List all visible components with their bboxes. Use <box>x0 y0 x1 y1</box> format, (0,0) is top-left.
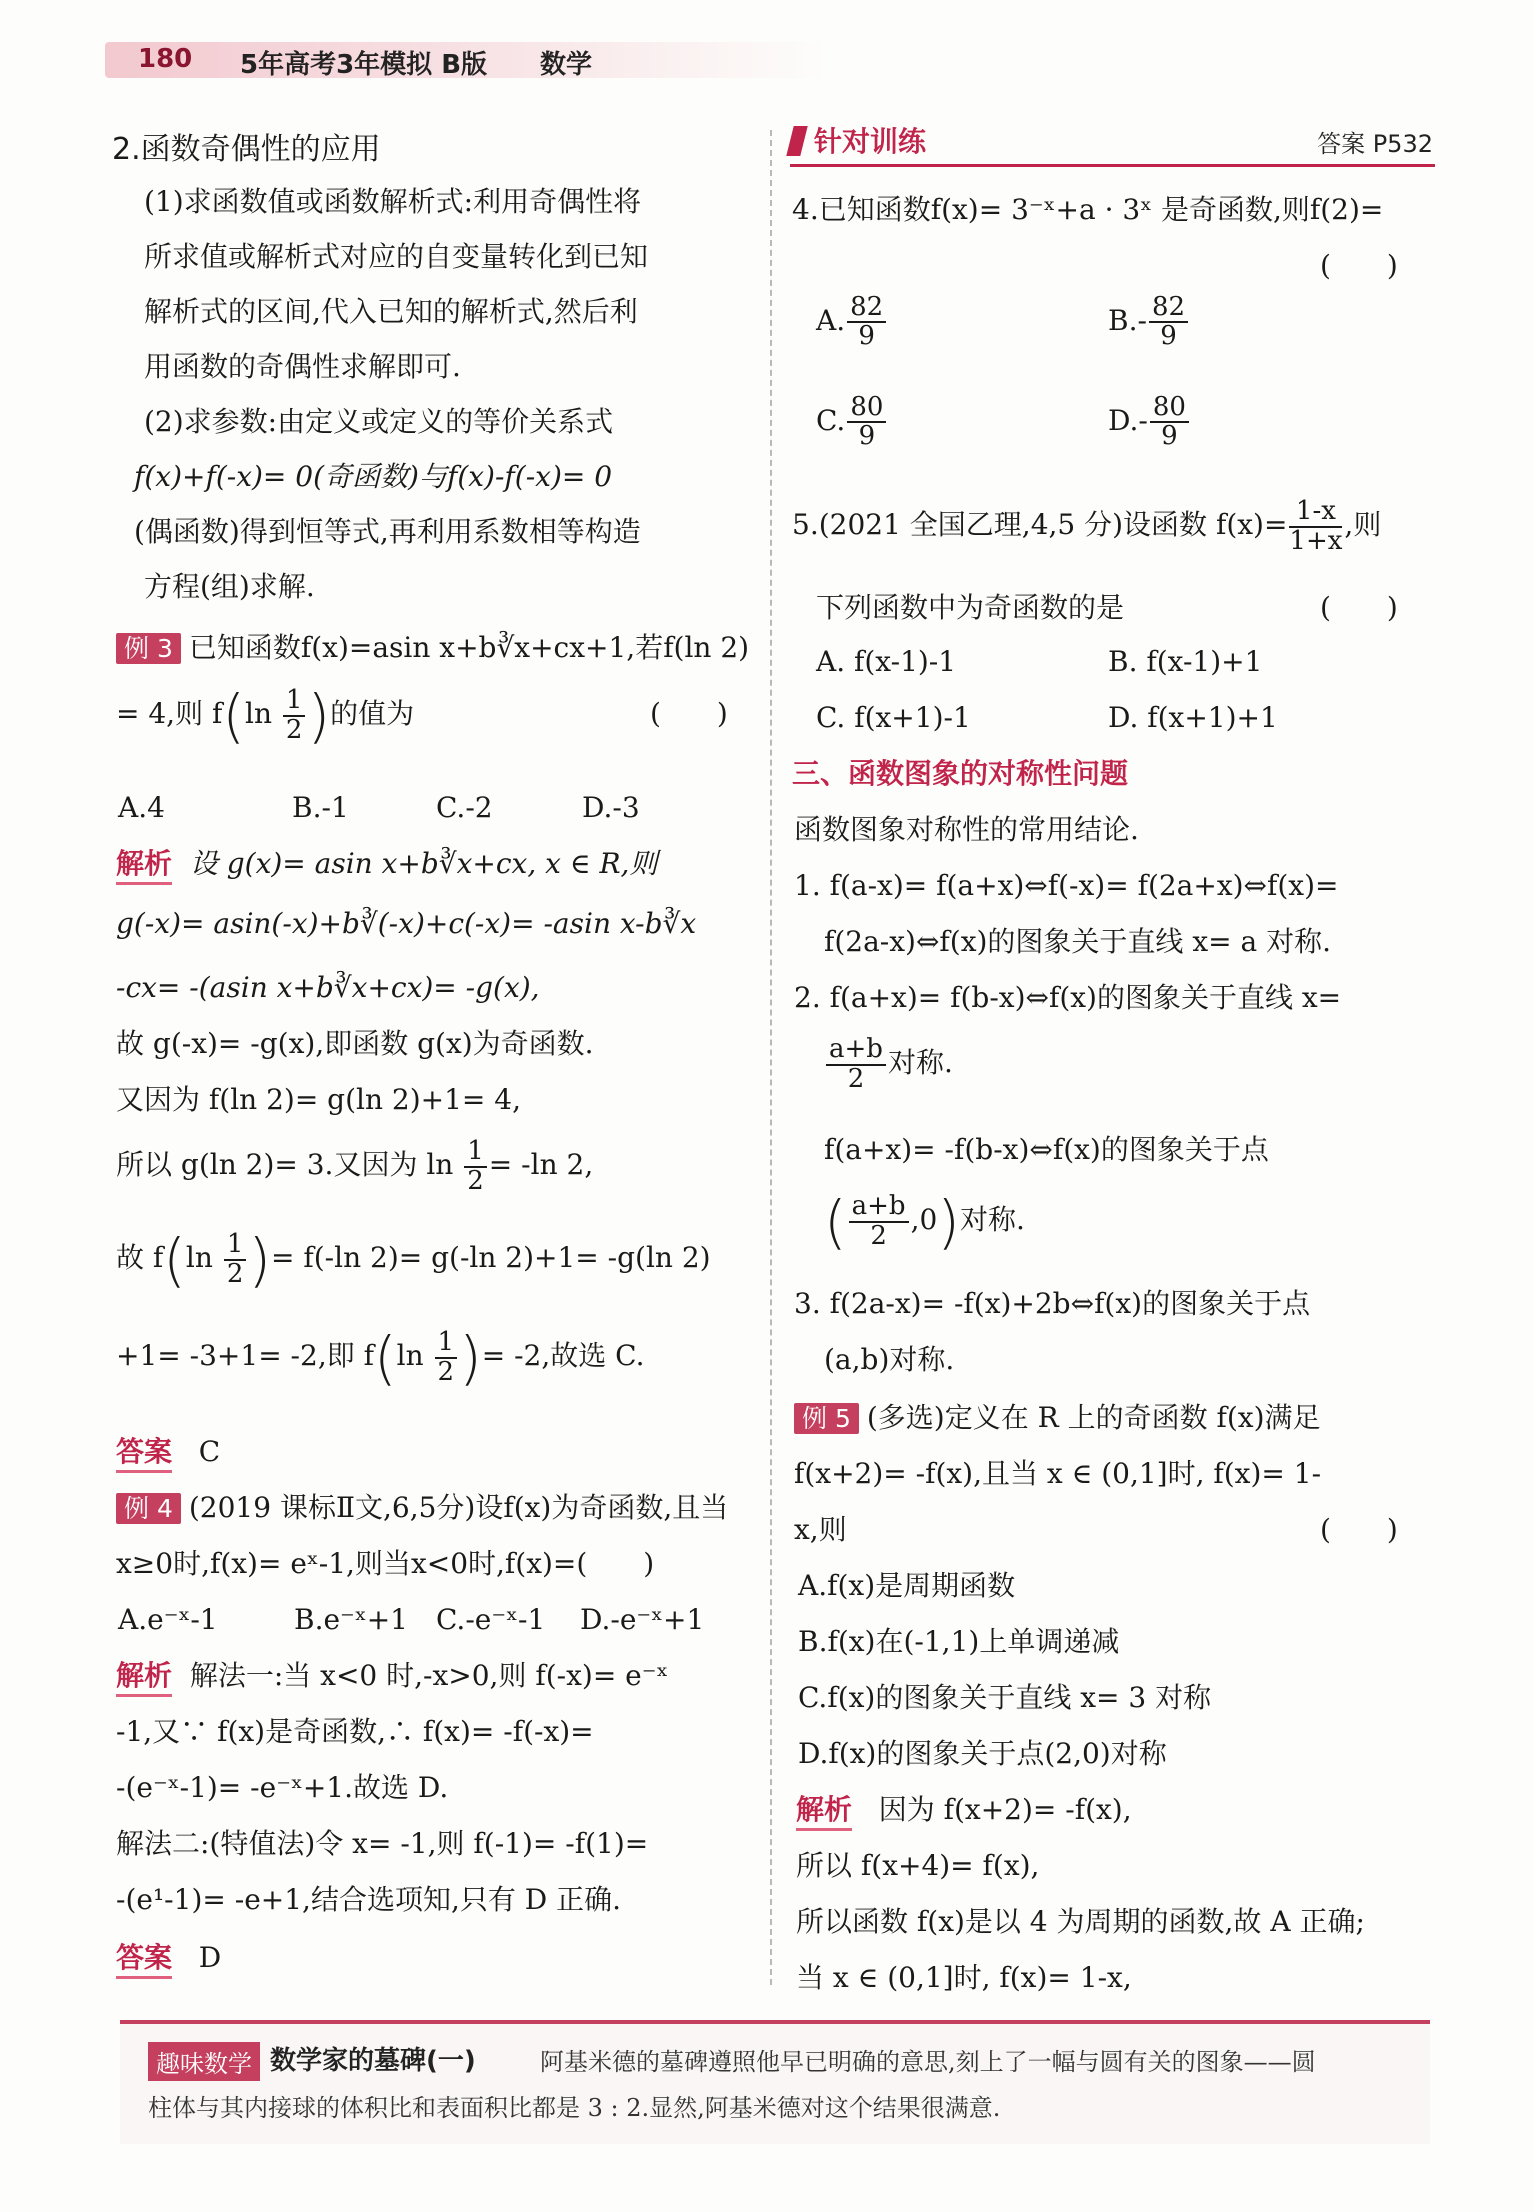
solution-line: 当 x ∈ (0,1]时, f(x)= 1-x, <box>796 1961 1132 1994</box>
solution-line: g(-x)= asin(-x)+b∛(-x)+c(-x)= -asin x-b∛x <box>116 907 697 940</box>
answer-value: C <box>198 1435 221 1468</box>
text-fragment: 5.(2021 全国乙理,4,5 分)设函数 f(x)= <box>792 508 1288 541</box>
fraction-num: 1-x <box>1289 498 1342 527</box>
fraction-den: 2 <box>870 1220 887 1251</box>
fraction-num: a+b <box>849 1193 909 1222</box>
conclusion-line: 1. f(a-x)= f(a+x)⇔f(-x)= f(2a+x)⇔f(x)= <box>794 869 1339 902</box>
fraction <box>1289 498 1342 555</box>
solution-line <box>116 842 657 886</box>
solution-line <box>116 1218 711 1298</box>
text-fragment: = f(-ln 2)= g(-ln 2)+1= -g(ln 2) <box>271 1241 711 1274</box>
left-paren: ( <box>824 1187 847 1256</box>
example-4-question <box>116 1486 728 1531</box>
fraction-den: 9 <box>1160 321 1177 352</box>
solution-line <box>116 1316 645 1396</box>
conclusion-line: 2. f(a+x)= f(b-x)⇔f(x)的图象关于直线 x= <box>794 981 1342 1014</box>
example-text: (多选)定义在 R 上的奇函数 f(x)满足 <box>866 1401 1321 1434</box>
fraction-den: 9 <box>1161 421 1178 452</box>
answer-line <box>116 1430 220 1474</box>
example-5-question-line2: f(x+2)= -f(x),且当 x ∈ (0,1]时, f(x)= 1- <box>794 1457 1322 1490</box>
example-5-question-line3: x,则 <box>794 1513 847 1546</box>
answer-blank: ( ) <box>1320 1513 1398 1546</box>
column-divider <box>770 130 772 1985</box>
answer-page-ref: 答案 P532 <box>1317 130 1433 158</box>
answer-label: 答案 <box>116 1941 172 1979</box>
paragraph-line: f(x)+f(-x)= 0(奇函数)与f(x)-f(-x)= 0 <box>134 460 613 493</box>
text-fragment: 的值为 <box>330 697 415 730</box>
option-c: C. f(x+1)-1 <box>816 701 971 734</box>
pen-icon <box>786 126 807 156</box>
solution-line: -(e⁻ˣ-1)= -e⁻ˣ+1.故选 D. <box>116 1771 449 1804</box>
option-d: D.f(x)的图象关于点(2,0)对称 <box>798 1737 1167 1770</box>
conclusion-line: f(a+x)= -f(b-x)⇔f(x)的图象关于点 <box>824 1133 1269 1166</box>
fraction <box>1150 394 1189 451</box>
fraction <box>435 1329 458 1386</box>
text-fragment: 设 g(x)= asin x+b∛x+cx, x ∈ R,则 <box>189 847 658 880</box>
text-fragment: = -2,故选 C. <box>481 1339 645 1372</box>
answer-blank: ( ) <box>650 697 728 730</box>
answer-blank: ( ) <box>1320 591 1398 624</box>
fraction-den: 1+x <box>1289 525 1343 556</box>
question-5-line2: 下列函数中为奇函数的是 <box>816 591 1125 624</box>
paragraph-line: (2)求参数:由定义或定义的等价关系式 <box>144 405 614 438</box>
text-fragment: ln <box>396 1339 424 1372</box>
text-fragment: ,则 <box>1344 508 1382 541</box>
solution-line: 所以函数 f(x)是以 4 为周期的函数,故 A 正确; <box>796 1905 1365 1938</box>
paragraph-line: 用函数的奇偶性求解即可. <box>144 350 461 383</box>
solution-line <box>116 1654 668 1698</box>
fraction <box>464 1138 487 1195</box>
option-label: A. <box>816 303 846 337</box>
section-heading: 2.函数奇偶性的应用 <box>112 132 381 167</box>
fraction <box>826 1036 886 1093</box>
conclusion-line: f(2a-x)⇔f(x)的图象关于直线 x= a 对称. <box>824 925 1331 958</box>
answer-blank: ( ) <box>1320 249 1398 282</box>
text-fragment: 对称. <box>887 1046 953 1079</box>
text-fragment: ln <box>185 1241 213 1274</box>
fun-math-title: 数学家的墓碑(一) <box>270 2046 476 2076</box>
fun-math-text: 阿基米德的墓碑遵照他早已明确的意思,刻上了一幅与圆有关的图象——圆 <box>540 2048 1316 2076</box>
answer-line <box>116 1936 221 1980</box>
example-tag: 例 5 <box>794 1403 859 1434</box>
fraction-num: 82 <box>1149 294 1188 323</box>
option-b: B.-1 <box>292 791 349 824</box>
example-5-question <box>794 1396 1321 1441</box>
conclusion-line: (a,b)对称. <box>824 1343 955 1376</box>
fraction-num: 1 <box>464 1138 487 1167</box>
option-a: A.e⁻ˣ-1 <box>118 1603 218 1636</box>
fraction-num: 1 <box>224 1231 247 1260</box>
text-fragment: = 4,则 f <box>116 697 223 730</box>
example-3-question-line2 <box>116 674 414 754</box>
solution-line <box>116 1128 593 1202</box>
fraction-den: 9 <box>858 421 876 452</box>
book-title: 5年高考3年模拟 B版 <box>240 50 488 80</box>
fraction <box>849 1193 909 1250</box>
fraction-den: 2 <box>437 1356 455 1387</box>
subject-label: 数学 <box>540 50 593 80</box>
text-fragment: ln <box>244 697 272 730</box>
option-label: D.- <box>1108 403 1148 437</box>
solution-line: 所以 f(x+4)= f(x), <box>796 1849 1040 1882</box>
option-d <box>1108 394 1191 451</box>
fraction-num: 1 <box>435 1329 458 1358</box>
option-a: A.4 <box>118 791 165 824</box>
solution-line: -cx= -(asin x+b∛x+cx)= -g(x), <box>116 971 540 1004</box>
fraction-den: 2 <box>285 714 303 745</box>
fraction-num: 1 <box>283 687 306 716</box>
option-c: C.-2 <box>436 791 493 824</box>
left-paren: ( <box>374 1323 397 1392</box>
option-a <box>816 294 888 351</box>
text-fragment: = -ln 2, <box>488 1148 594 1181</box>
left-paren: ( <box>222 681 245 750</box>
fraction <box>224 1231 247 1288</box>
example-text: (2019 课标Ⅱ文,6,5分)设f(x)为奇函数,且当 <box>188 1491 729 1524</box>
right-paren: ) <box>459 1323 482 1392</box>
text-fragment: +1= -3+1= -2,即 f <box>116 1339 374 1372</box>
solution-line: -1,又∵ f(x)是奇函数,∴ f(x)= -f(-x)= <box>116 1715 594 1748</box>
fraction-num: 80 <box>847 394 886 423</box>
answer-label: 答案 <box>116 1435 172 1473</box>
left-paren: ( <box>163 1225 186 1294</box>
paragraph-line: 解析式的区间,代入已知的解析式,然后利 <box>144 295 638 328</box>
question-5 <box>792 490 1381 560</box>
fraction-num: 80 <box>1150 394 1189 423</box>
option-label: C. <box>816 403 846 437</box>
fraction <box>847 294 886 351</box>
analysis-label: 解析 <box>116 847 172 885</box>
option-a: A.f(x)是周期函数 <box>798 1569 1016 1602</box>
example-tag: 例 3 <box>116 633 181 664</box>
fraction-num: 82 <box>847 294 886 323</box>
solution-line: 解法二:(特值法)令 x= -1,则 f(-1)= -f(1)= <box>116 1827 649 1860</box>
fraction-den: 2 <box>847 1063 865 1094</box>
right-paren: ) <box>248 1225 271 1294</box>
example-4-question-line2: x≥0时,f(x)= eˣ-1,则当x<0时,f(x)=( ) <box>116 1547 655 1580</box>
option-b <box>1108 294 1190 351</box>
paragraph-line: 方程(组)求解. <box>144 570 315 603</box>
option-d: D. f(x+1)+1 <box>1108 701 1278 734</box>
fun-math-text: 柱体与其内接球的体积比和表面积比都是 3 : 2.显然,阿基米德对这个结果很满意. <box>148 2094 1001 2122</box>
paragraph-line: 函数图象对称性的常用结论. <box>794 813 1139 846</box>
training-title: 针对训练 <box>814 125 927 158</box>
example-3-question <box>116 626 749 671</box>
fun-math-tag: 趣味数学 <box>148 2042 260 2081</box>
option-b: B. f(x-1)+1 <box>1108 645 1263 678</box>
solution-line: 故 g(-x)= -g(x),即函数 g(x)为奇函数. <box>116 1027 594 1060</box>
option-b: B.e⁻ˣ+1 <box>294 1603 408 1636</box>
option-a: A. f(x-1)-1 <box>816 645 957 678</box>
conclusion-line <box>824 1028 953 1098</box>
text-fragment: 因为 f(x+2)= -f(x), <box>878 1793 1132 1826</box>
option-c: C.-e⁻ˣ-1 <box>436 1603 546 1636</box>
option-d: D.-3 <box>582 791 640 824</box>
fraction-den: 2 <box>226 1258 244 1289</box>
right-paren: ) <box>937 1187 960 1256</box>
fraction-den: 2 <box>467 1165 484 1196</box>
option-c: C.f(x)的图象关于直线 x= 3 对称 <box>798 1681 1212 1714</box>
page-number: 180 <box>138 44 193 74</box>
fraction-den: 9 <box>858 321 875 352</box>
analysis-label: 解析 <box>796 1793 852 1831</box>
text-fragment: 解法一:当 x<0 时,-x>0,则 f(-x)= e⁻ˣ <box>189 1659 669 1692</box>
fraction <box>1149 294 1188 351</box>
fraction <box>847 394 886 451</box>
example-text: 已知函数f(x)=asin x+b∛x+cx+1,若f(ln 2) <box>188 631 750 664</box>
paragraph-line: (偶函数)得到恒等式,再利用系数相等构造 <box>134 515 641 548</box>
answer-value: D <box>198 1941 222 1974</box>
page-header <box>0 0 1534 110</box>
training-header <box>790 118 1435 167</box>
paragraph-line: 所求值或解析式对应的自变量转化到已知 <box>144 240 649 273</box>
question-4: 4.已知函数f(x)= 3⁻ˣ+a · 3ˣ 是奇函数,则f(2)= <box>792 193 1384 226</box>
analysis-label: 解析 <box>116 1659 172 1697</box>
text-fragment: 对称. <box>959 1203 1025 1236</box>
option-b: B.f(x)在(-1,1)上单调递减 <box>798 1625 1120 1658</box>
fraction <box>283 687 306 744</box>
fun-math-box <box>120 2020 1430 2144</box>
solution-line: 又因为 f(ln 2)= g(ln 2)+1= 4, <box>116 1083 522 1116</box>
solution-line: -(e¹-1)= -e+1,结合选项知,只有 D 正确. <box>116 1883 621 1916</box>
conclusion-line: 3. f(2a-x)= -f(x)+2b⇔f(x)的图象关于点 <box>794 1287 1311 1320</box>
paragraph-line: (1)求函数值或函数解析式:利用奇偶性将 <box>144 185 642 218</box>
example-tag: 例 4 <box>116 1493 181 1524</box>
option-d: D.-e⁻ˣ+1 <box>580 1603 705 1636</box>
option-c <box>816 394 888 451</box>
section-heading: 三、函数图象的对称性问题 <box>792 757 1129 790</box>
conclusion-line <box>824 1180 1025 1260</box>
fraction-num: a+b <box>826 1036 886 1065</box>
solution-line <box>796 1788 1132 1832</box>
right-paren: ) <box>307 681 331 750</box>
text-fragment: ,0 <box>910 1203 938 1236</box>
text-fragment: 故 f <box>116 1241 164 1274</box>
text-fragment: 所以 g(ln 2)= 3.又因为 ln <box>116 1148 454 1181</box>
option-label: B.- <box>1108 303 1147 337</box>
